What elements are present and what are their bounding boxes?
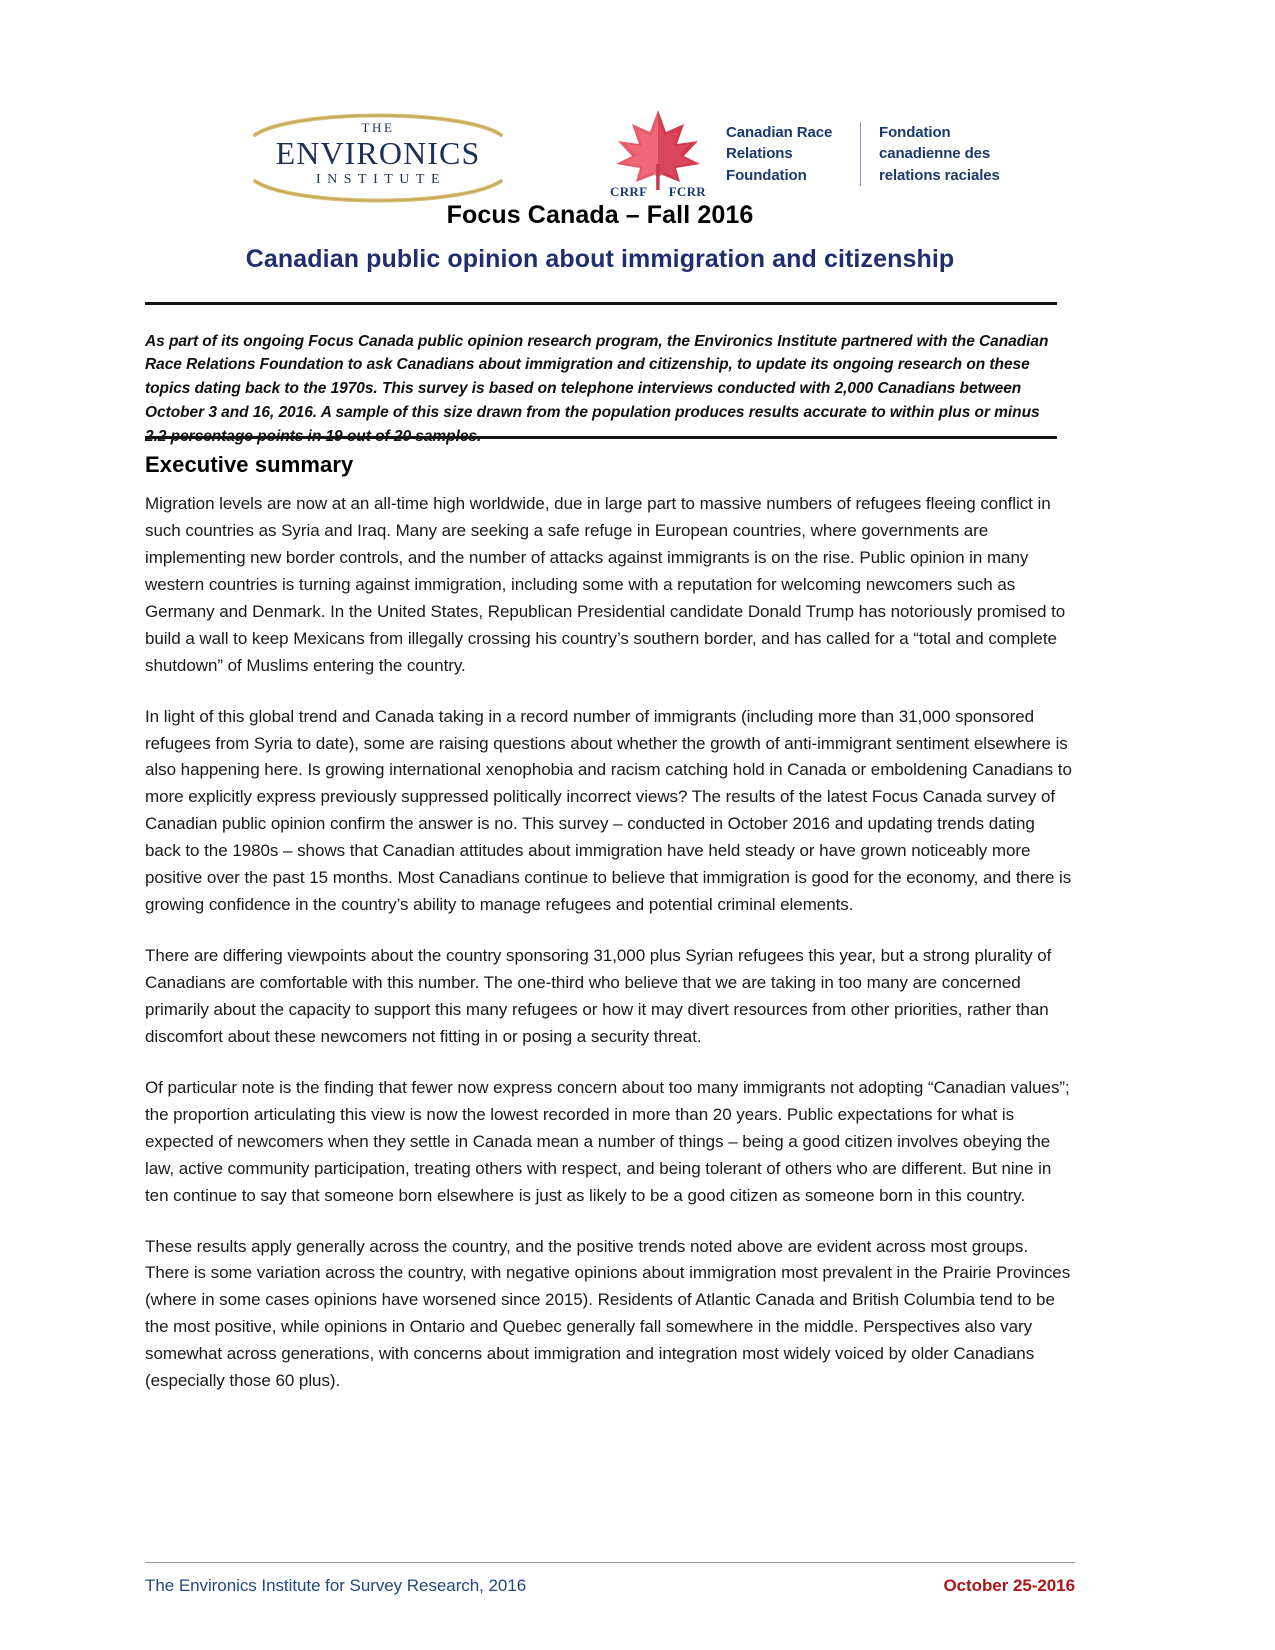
- divider-bottom: [145, 436, 1057, 439]
- crrf-acronym-en: CRRF: [610, 184, 648, 199]
- environics-the-text: THE: [361, 120, 395, 135]
- crrf-fr-line-3: relations raciales: [879, 166, 1000, 184]
- crrf-acronym-row: [608, 184, 708, 200]
- footer-organization: The Environics Institute for Survey Research, 2016: [145, 1576, 527, 1595]
- summary-paragraph: These results apply generally across the country, and the positive trends noted above are evident across most groups. There is some variation across the country, with negative opinions about immigration most prevalent in the Prairie Provinces (where in some cases opinions have worsened since 2015). Residents of Atlantic Canada and British Columbia tend to be the most positive, while opinions in Ontario and Quebec generally fall somewhere in the middle. Perspectives also vary somewhat across generations, with concerns about immigration and integration most widely voiced by older Canadians (especially those 60 plus).: [145, 1236, 1071, 1391]
- crrf-name-french: [860, 122, 1029, 186]
- executive-summary-body: [145, 491, 1073, 1395]
- footer-divider: [145, 1562, 1075, 1563]
- executive-summary-heading: Executive summary: [145, 452, 354, 477]
- summary-paragraph: Of particular note is the finding that fewer now express concern about too many immigrants not adopting “Canadian values”; the proportion articulating this view is now the lowest recorded in more than 20 years. Public expectations for what is expected of newcomers when they settle in Canada mean a number of things – being a good citizen involves obeying the law, active community participation, treating others with respect, and being tolerant of others who are different. But nine in ten continue to say that someone born elsewhere is just as likely to be a good citizen as someone born in this country.: [145, 1077, 1070, 1205]
- crrf-name-english: [726, 122, 860, 186]
- page-subtitle: Canadian public opinion about immigration and citizenship: [245, 245, 955, 273]
- environics-institute-logo: [253, 103, 503, 213]
- crrf-en-line-2: Relations: [726, 145, 793, 163]
- crrf-acronym-fr: FCRR: [668, 184, 706, 199]
- summary-paragraph: In light of this global trend and Canada taking in a record number of immigrants (including more than 31,000 sponsored refugees from Syria to date), some are raising questions about whether the growth of anti-immigrant sentiment elsewhere is also happening here. Is growing international xenophobia and racism catching hold in Canada or emboldening Canadians to more explicitly express previously suppressed politically incorrect views? The results of the latest Focus Canada survey of Canadian public opinion confirm the answer is no. This survey – conducted in October 2016 and updating trends dating back to the 1980s – shows that Canadian attitudes about immigration have held steady or have grown noticeably more positive over the past 15 months. Most Canadians continue to believe that immigration is good for the economy, and there is growing confidence in the country’s ability to manage refugees and potential criminal elements.: [145, 706, 1072, 915]
- summary-paragraph: There are differing viewpoints about the country sponsoring 31,000 plus Syrian refugees this year, but a strong plurality of Canadians are comfortable with this number. The one-third who believe that we are taking in too many are concerned primarily about the capacity to support this many refugees or how it may divert resources from other priorities, rather than discomfort about these newcomers not fitting in or posing a security threat.: [145, 946, 1052, 1046]
- environics-name-text: ENVIRONICS: [275, 135, 481, 171]
- crrf-fr-line-1: Fondation: [879, 124, 951, 141]
- intro-paragraph: As part of its ongoing Focus Canada public opinion research program, the Environics Institute partnered with the Canadian Race Relations Foundation to ask Canadians about immigration and citizenship, to update its ongoing research on these topics dating back to the 1970s. This survey is based on telephone interviews conducted with 2,000 Canadians between October 3 and 16, 2016. A sample of this size drawn from the population produces results accurate to within plus or minus 2.2 percentage points in 19 out of 20 samples.: [145, 332, 1049, 445]
- title-block: [145, 200, 1055, 274]
- crrf-en-line-1: Canadian Race: [726, 124, 833, 141]
- page-title: Focus Canada – Fall 2016: [446, 201, 754, 229]
- crrf-fr-line-2: canadienne des: [879, 145, 991, 163]
- footer-date: October 25-2016: [943, 1576, 1075, 1595]
- environics-institute-text: INSTITUTE: [315, 172, 447, 187]
- crrf-name-block: [726, 122, 1029, 186]
- crrf-logo: [608, 106, 1008, 211]
- page-footer: [145, 1576, 1075, 1596]
- logo-bar: [0, 48, 1275, 199]
- summary-paragraph: Migration levels are now at an all-time high worldwide, due in large part to massive numbers of refugees fleeing conflict in such countries as Syria and Iraq. Many are seeking a safe refuge in European countries, where governments are implementing new border controls, and the number of attacks against immigrants is on the rise. Public opinion in many western countries is turning against immigration, including some with a reputation for welcoming newcomers such as Germany and Denmark. In the United States, Republican Presidential candidate Donald Trump has notoriously promised to build a wall to keep Mexicans from illegally crossing his country’s southern border, and has called for a “total and complete shutdown” of Muslims entering the country.: [145, 494, 1066, 675]
- divider-top: [145, 302, 1057, 305]
- crrf-en-line-3: Foundation: [726, 166, 807, 184]
